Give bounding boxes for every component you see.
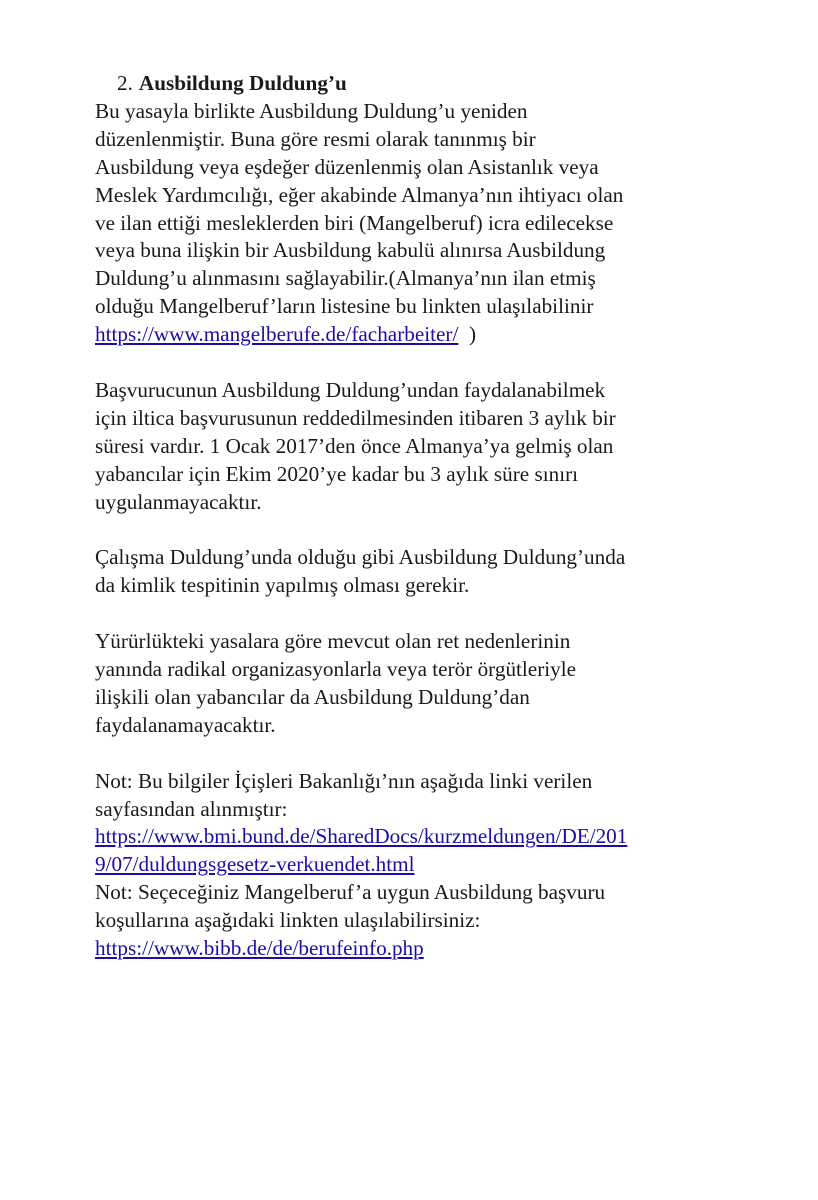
text-line: Duldung’u alınmasını sağlayabilir.(Almanya’nın ilan etmiş — [95, 266, 596, 291]
text-line: sayfasından alınmıştır: — [95, 796, 288, 821]
section-number: 2. — [117, 71, 133, 95]
text-line: yabancılar için Ekim 2020’ye kadar bu 3 aylık süre sınırı — [95, 461, 579, 486]
note-source — [95, 768, 735, 880]
text-line: Başvurucunun Ausbildung Duldung’undan faydalanabilmek — [95, 377, 606, 402]
section-title: Ausbildung Duldung’u — [138, 71, 347, 95]
closing-paren: ) — [468, 322, 477, 347]
text-line: süresi vardır. 1 Ocak 2017’den önce Almanya’ya gelmiş olan — [95, 433, 614, 458]
text-line: Yürürlükteki yasalara göre mevcut olan ret nedenlerinin — [95, 629, 571, 654]
link-line — [95, 823, 735, 851]
text-line: Çalışma Duldung’unda olduğu gibi Ausbildung Duldung’unda — [95, 545, 626, 570]
text-line: ilişkili olan yabancılar da Ausbildung Duldung’dan — [95, 684, 530, 709]
text-line: Not: Bu bilgiler İçişleri Bakanlığı’nın aşağıda linki verilen — [95, 768, 593, 793]
link-line — [95, 851, 735, 879]
text-line: olduğu Mangelberuf’ların listesine bu linkten ulaşılabilinir — [95, 294, 594, 319]
link-line — [95, 935, 735, 963]
text-line: uygulanmayacaktır. — [95, 489, 262, 514]
text-line: Ausbildung veya eşdeğer düzenlenmiş olan Asistanlık veya — [95, 154, 599, 179]
paragraph-identity — [95, 544, 735, 600]
text-line: koşullarına aşağıdaki linkten ulaşılabilirsiniz: — [95, 908, 481, 933]
text-line: düzenlenmiştir. Buna göre resmi olarak tanınmış bir — [95, 126, 536, 151]
section-heading — [95, 70, 735, 98]
link-line — [95, 321, 735, 349]
paragraph-application-period — [95, 377, 735, 517]
text-line: için iltica başvurusunun reddedilmesinden itibaren 3 aylık bir — [95, 405, 616, 430]
text-line: Meslek Yardımcılığı, eğer akabinde Almanya’nın ihtiyacı olan — [95, 182, 624, 207]
text-line: Not: Seçeceğiniz Mangelberuf’a uygun Ausbildung başvuru — [95, 880, 606, 905]
bmi-link-part-2[interactable]: 9/07/duldungsgesetz-verkuendet.html — [95, 852, 415, 877]
mangelberufe-link[interactable]: https://www.mangelberufe.de/facharbeiter/ — [95, 322, 459, 347]
text-line: yanında radikal organizasyonlarla veya terör örgütleriyle — [95, 656, 577, 681]
text-line: faydalanamayacaktır. — [95, 712, 276, 737]
bmi-link-part-1[interactable]: https://www.bmi.bund.de/SharedDocs/kurzmeldungen/DE/201 — [95, 824, 628, 849]
paragraph-ausbildung-intro — [95, 98, 735, 349]
text-line: da kimlik tespitinin yapılmış olması gerekir. — [95, 573, 470, 598]
document-page — [95, 70, 735, 963]
text-line: veya buna ilişkin bir Ausbildung kabulü alınırsa Ausbildung — [95, 238, 606, 263]
note-application-conditions — [95, 879, 735, 963]
paragraph-exclusions — [95, 628, 735, 740]
bibb-link[interactable]: https://www.bibb.de/de/berufeinfo.php — [95, 936, 424, 961]
text-line: Bu yasayla birlikte Ausbildung Duldung’u yeniden — [95, 98, 528, 123]
text-line: ve ilan ettiği mesleklerden biri (Mangelberuf) icra edilecekse — [95, 210, 614, 235]
